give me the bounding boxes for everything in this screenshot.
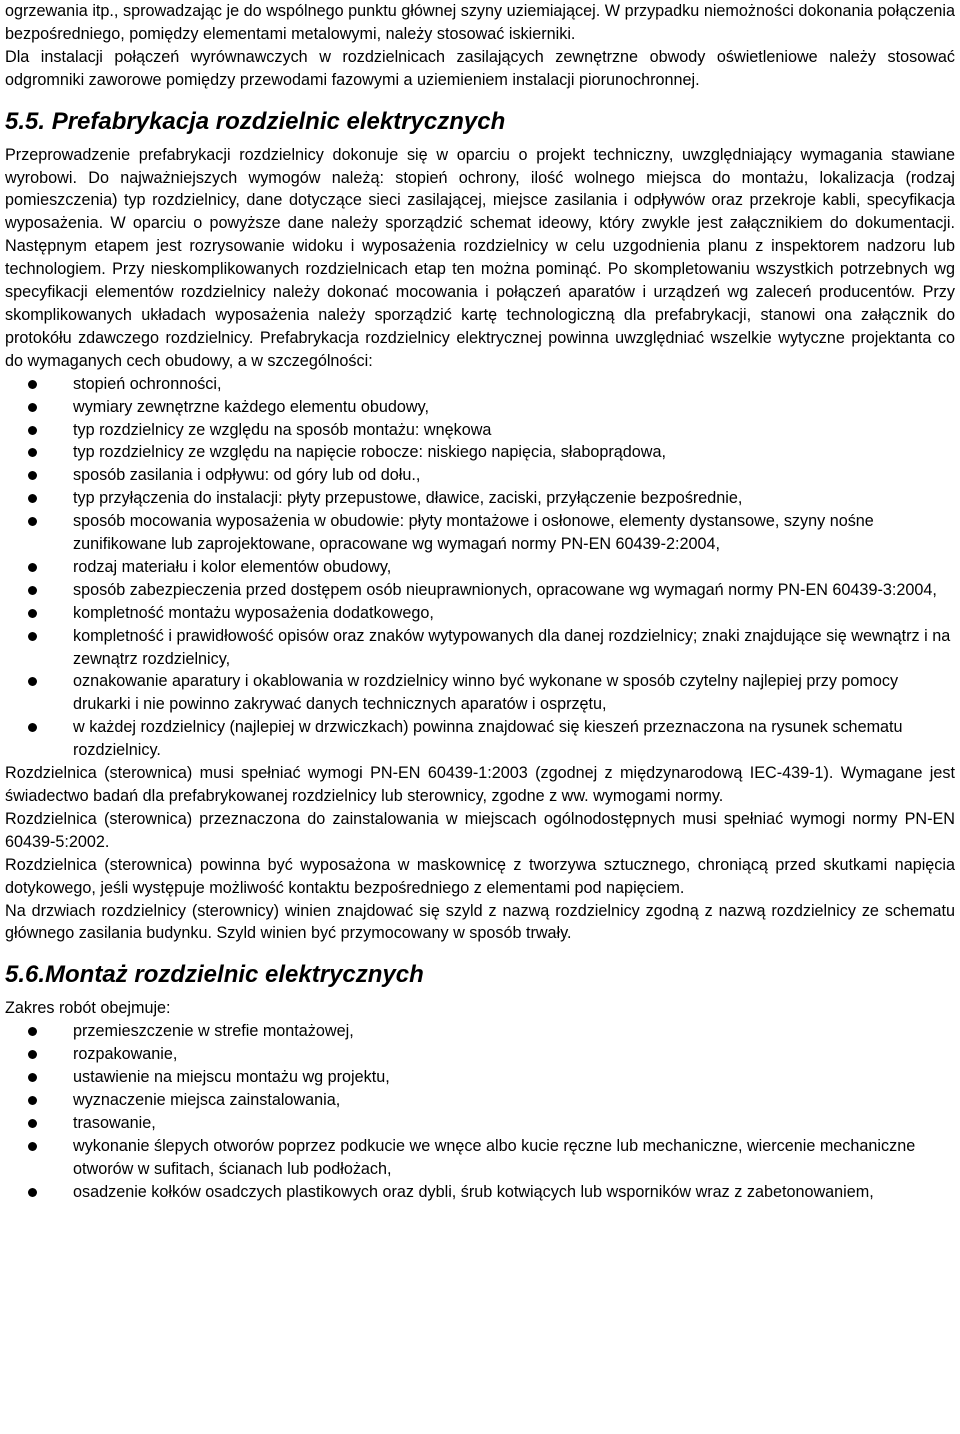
list-item-text: typ rozdzielnicy ze względu na sposób montażu: wnękowa (73, 420, 492, 439)
list-item-text: sposób mocowania wyposażenia w obudowie: płyty montażowe i osłonowe, elementy dystansowe, szyny nośne zunifikowane lub zaprojektowane, opracowane wg wymagań normy PN-EN 60439-2:2004, (73, 512, 874, 554)
bullet-icon (28, 448, 37, 457)
bullet-icon (28, 1027, 37, 1036)
list-item-text: rodzaj materiału i kolor elementów obudowy, (73, 557, 392, 576)
section-5-5-after-paragraph-4: Na drzwiach rozdzielnicy (sterownicy) winien znajdować się szyld z nazwą rozdzielnicy zgodną z nazwą rozdzielnicy ze schematu głównego zasilania budynku. Szyld winien być przymocowany w sposób trwały. (5, 901, 955, 943)
bullet-icon (28, 632, 37, 641)
list-item-text: sposób zabezpieczenia przed dostępem osób nieuprawnionych, opracowane wg wymagań normy PN-EN 60439-3:2004, (73, 580, 937, 599)
bullet-icon (28, 517, 37, 526)
section-5-5-after-paragraph-1: Rozdzielnica (sterownica) musi spełniać wymogi PN-EN 60439-1:2003 (zgodnej z międzynarodową IEC-439-1). Wymagane jest świadectwo badań dla prefabrykowanej rozdzielnicy lub sterownicy, zgodne z ww. wymogami normy. (5, 764, 955, 805)
list-item (5, 716, 955, 762)
list-item (5, 1089, 955, 1112)
section-5-6-scope-list (5, 1020, 955, 1203)
list-item-text: rozpakowanie, (73, 1045, 178, 1064)
list-item-text: kompletność montażu wyposażenia dodatkowego, (73, 603, 434, 622)
list-item-text: wykonanie ślepych otworów poprzez podkucie we wnęce albo kucie ręczne lub mechaniczne, wiercenie mechaniczne otworów w sufitach, ścianach lub podłożach, (73, 1136, 916, 1178)
list-item (5, 487, 955, 510)
list-item-text: w każdej rozdzielnicy (najlepiej w drzwiczkach) powinna znajdować się kieszeń przeznaczona na rysunek schematu rozdzielnicy. (73, 718, 903, 760)
bullet-icon (28, 723, 37, 732)
list-item (5, 510, 955, 556)
bullet-icon (28, 586, 37, 595)
list-item-text: trasowanie, (73, 1113, 156, 1132)
bullet-icon (28, 1188, 37, 1197)
bullet-icon (28, 563, 37, 572)
list-item (5, 373, 955, 396)
intro-paragraph-2: Dla instalacji połączeń wyrównawczych w rozdzielnicach zasilających zewnętrzne obwody oświetleniowe należy stosować odgromniki zaworowe pomiędzy przewodami fazowymi a uziemieniem instalacji piorunochronnej. (5, 47, 955, 89)
list-item (5, 441, 955, 464)
list-item (5, 579, 955, 602)
bullet-icon (28, 1073, 37, 1082)
list-item (5, 602, 955, 625)
bullet-icon (28, 380, 37, 389)
list-item (5, 419, 955, 442)
list-item (5, 396, 955, 419)
list-item (5, 1020, 955, 1043)
list-item-text: przemieszczenie w strefie montażowej, (73, 1022, 354, 1041)
section-5-6-heading: 5.6.Montaż rozdzielnic elektrycznych (5, 961, 424, 989)
section-5-5-after-paragraph-2: Rozdzielnica (sterownica) przeznaczona do zainstalowania w miejscach ogólnodostępnych musi spełniać wymogi normy PN-EN 60439-5:2002. (5, 809, 955, 851)
bullet-icon (28, 1050, 37, 1059)
list-item-text: kompletność i prawidłowość opisów oraz znaków wytypowanych dla danej rozdzielnicy; znaki znajdujące się wewnątrz i na zewnątrz rozdzielnicy, (73, 626, 951, 668)
section-5-5-requirements-list (5, 373, 955, 762)
list-item-text: sposób zasilania i odpływu: od góry lub od dołu., (73, 466, 421, 485)
list-item-text: ustawienie na miejscu montażu wg projektu, (73, 1068, 390, 1087)
list-item (5, 1043, 955, 1066)
bullet-icon (28, 494, 37, 503)
bullet-icon (28, 403, 37, 412)
list-item (5, 1066, 955, 1089)
list-item-text: typ przyłączenia do instalacji: płyty przepustowe, dławice, zaciski, przyłączenie bezpośrednie, (73, 489, 743, 508)
list-item-text: osadzenie kołków osadczych plastikowych oraz dybli, śrub kotwiących lub wsporników wraz z zabetonowaniem, (73, 1182, 874, 1201)
list-item-text: typ rozdzielnicy ze względu na napięcie robocze: niskiego napięcia, słaboprądowa, (73, 443, 666, 462)
section-5-5-body: Przeprowadzenie prefabrykacji rozdzielnicy dokonuje się w oparciu o projekt techniczny, uwzględniający wymagania stawiane wyrobowi. Do najważniejszych wymogów należą: stopień ochrony, ilość wolnego miejsca do montażu, lokalizacja (rodzaj pomieszczenia) typ rozdzielnicy, dane dotyczące sieci zasilającej, miejsce zasilania i odpływów oraz przekroje kabli, specyfikacja wyposażenia. W oparciu o powyższe dane należy sporządzić schemat ideowy, który zwykle jest załącznikiem do dokumentacji. Następnym etapem jest rozrysowanie widoku i wyposażenia rozdzielnicy w celu uzgodnienia planu z inspektorem nadzoru lub technologiem. Przy nieskomplikowanych rozdzielnicach etap ten można pominąć. Po skompletowaniu wszystkich potrzebnych wg specyfikacji elementów rozdzielnicy należy dokonać mocowania i połączeń aparatów i urządzeń wg zaleceń producentów. Przy skomplikowanych układach wyposażenia należy sporządzić kartę technologiczną dla prefabrykacji, stanowi ona załącznik do protokółu zdawczego rozdzielnicy. Prefabrykacja rozdzielnicy elektrycznej powinna uwzględniać wszelkie wytyczne projektanta co do wymaganych cech obudowy, a w szczególności: (5, 145, 955, 370)
list-item (5, 464, 955, 487)
bullet-icon (28, 426, 37, 435)
section-5-5-heading: 5.5. Prefabrykacja rozdzielnic elektrycznych (5, 107, 506, 135)
bullet-icon (28, 1142, 37, 1151)
list-item-text: wyznaczenie miejsca zainstalowania, (73, 1090, 341, 1109)
list-item (5, 1181, 955, 1204)
bullet-icon (28, 471, 37, 480)
list-item (5, 1112, 955, 1135)
list-item-text: wymiary zewnętrzne każdego elementu obudowy, (73, 397, 430, 416)
list-item-text: oznakowanie aparatury i okablowania w rozdzielnicy winno być wykonane w sposób czytelny najlepiej przy pomocy drukarki i nie powinno zakrywać danych technicznych aparatów i osprzętu, (73, 672, 899, 714)
bullet-icon (28, 609, 37, 618)
document-page (5, 0, 955, 1204)
intro-paragraph-1: ogrzewania itp., sprowadzając je do wspólnego punktu głównej szyny uziemiającej. W przypadku niemożności dokonania połączenia bezpośredniego, pomiędzy elementami metalowymi, należy stosować iskierniki. (5, 2, 955, 43)
list-item (5, 670, 955, 716)
bullet-icon (28, 677, 37, 686)
section-5-5-after-paragraph-3: Rozdzielnica (sterownica) powinna być wyposażona w maskownicę z tworzywa sztucznego, chroniącą przed skutkami napięcia dotykowego, jeśli występuje możliwość kontaktu bezpośredniego z elementami pod napięciem. (5, 855, 955, 897)
list-item (5, 1135, 955, 1181)
section-5-6-intro: Zakres robót obejmuje: (5, 999, 171, 1018)
list-item-text: stopień ochronności, (73, 374, 222, 393)
list-item (5, 625, 955, 671)
list-item (5, 556, 955, 579)
bullet-icon (28, 1119, 37, 1128)
bullet-icon (28, 1096, 37, 1105)
